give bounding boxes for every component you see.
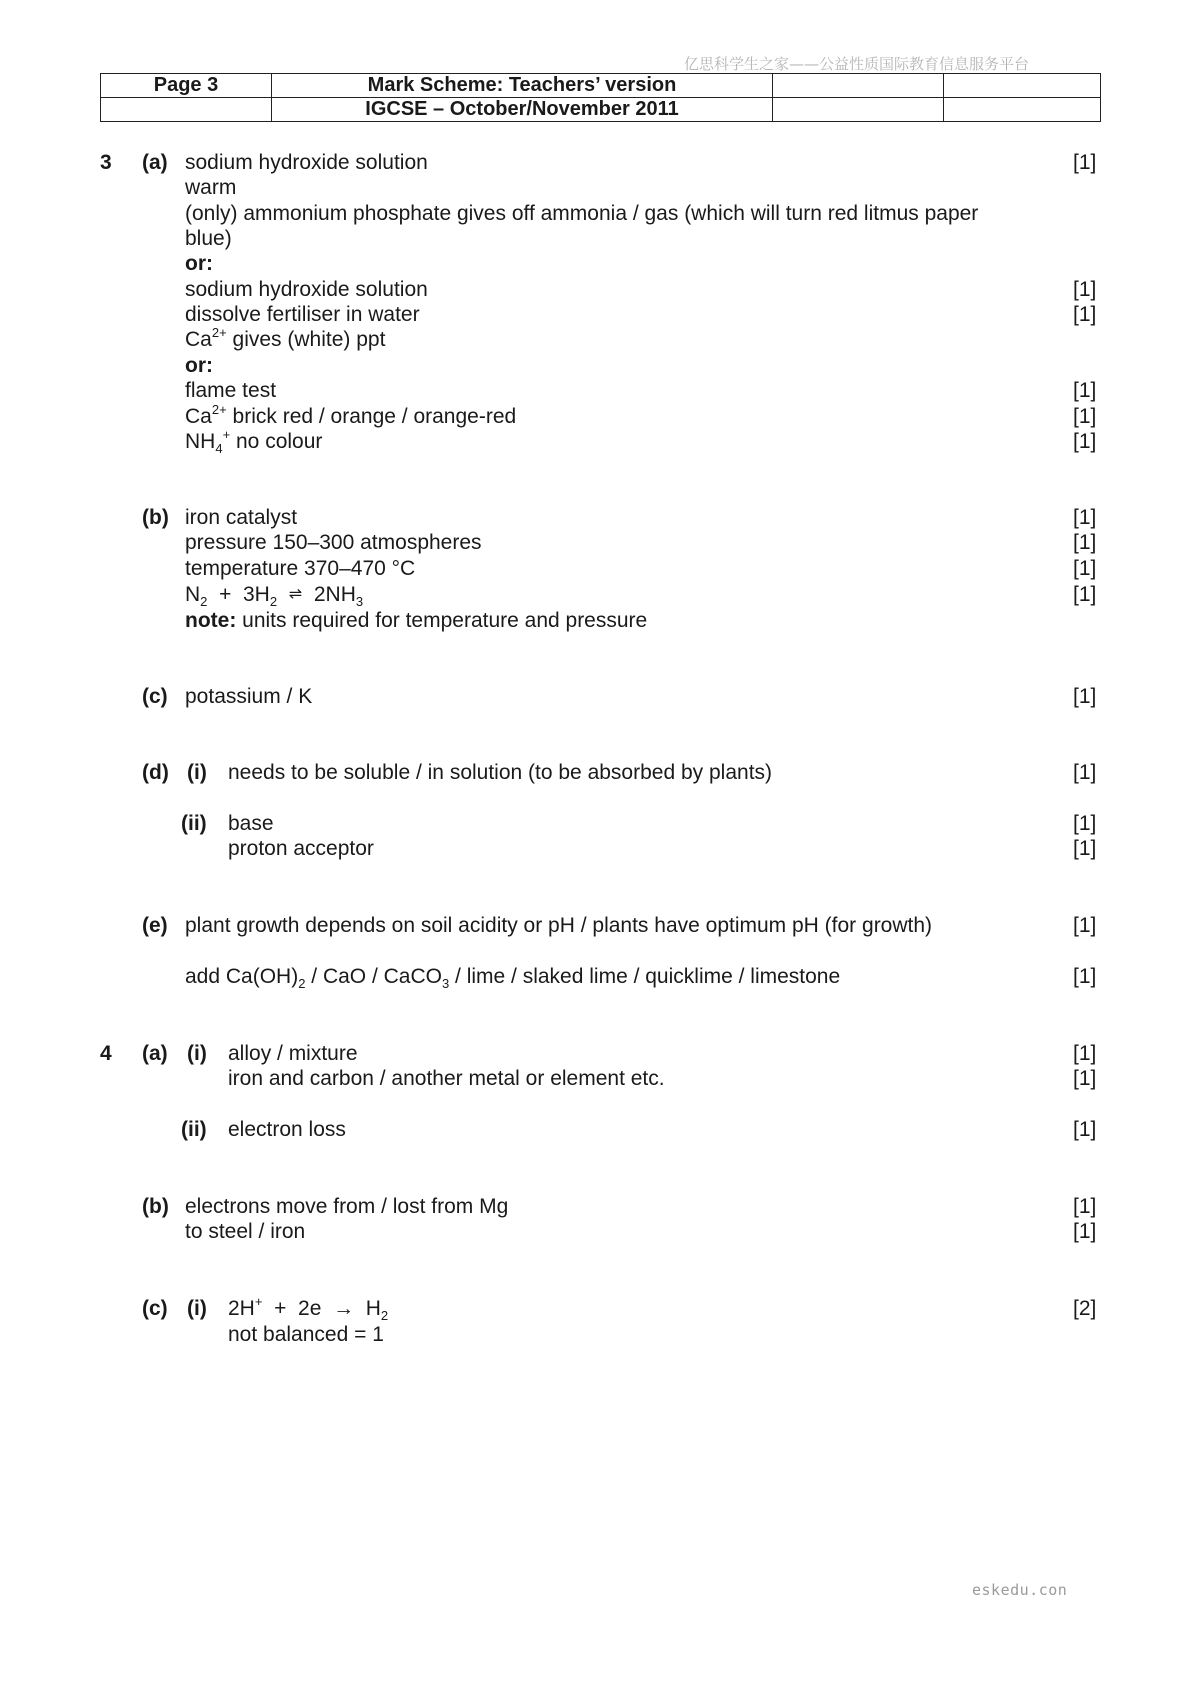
part-label: (b) — [142, 1195, 169, 1218]
mark: [1] — [1073, 1042, 1097, 1065]
mark: [1] — [1073, 914, 1097, 937]
part-label: (a) — [142, 1042, 168, 1065]
answer-line: $Ca^{2+}$ gives (white) ppt — [185, 325, 386, 351]
mark: [1] — [1073, 1067, 1097, 1090]
mark: [1] — [1073, 379, 1097, 402]
subpart-label: (i) — [187, 1297, 207, 1320]
exam-title: IGCSE – October/November 2011 — [272, 98, 773, 122]
answer-line: warm — [185, 176, 237, 199]
mark: [1] — [1073, 812, 1097, 835]
answer-line: to steel / iron — [185, 1220, 306, 1243]
question-number: 3 — [100, 151, 112, 174]
subpart-label: (ii) — [181, 1118, 207, 1141]
mark: [1] — [1073, 430, 1097, 453]
header-empty-cell — [944, 74, 1101, 98]
mark: [1] — [1073, 583, 1097, 606]
header-empty-cell — [773, 74, 944, 98]
header-empty-cell — [944, 98, 1101, 122]
mark: [1] — [1073, 405, 1097, 428]
header-empty-cell — [773, 98, 944, 122]
note-line: note: units required for temperature and pressure — [185, 609, 648, 632]
equation: $N_2 + 3H_2$ ⇌ $2NH_3$ — [185, 583, 364, 609]
mark: [1] — [1073, 685, 1097, 708]
answer-line: electrons move from / lost from Mg — [185, 1195, 509, 1218]
mark: [1] — [1073, 303, 1097, 326]
answer-line: add $Ca(OH)_2$ / CaO / CaCO$_3$ / lime / slaked lime / quicklime / limestone — [185, 965, 841, 991]
answer-line: potassium / K — [185, 685, 313, 708]
watermark-bottom: eskedu.con — [972, 1581, 1068, 1599]
answer-line: plant growth depends on soil acidity or pH / plants have optimum pH (for growth) — [185, 914, 933, 937]
subpart-label: (ii) — [181, 812, 207, 835]
answer-line: (only) ammonium phosphate gives off ammonia / gas (which will turn red litmus paper — [185, 202, 979, 225]
part-label: (e) — [142, 914, 168, 937]
answer-line: iron catalyst — [185, 506, 298, 529]
alternative-label: or: — [185, 354, 213, 377]
mark: [1] — [1073, 506, 1097, 529]
mark: [1] — [1073, 1220, 1097, 1243]
part-label: (c) — [142, 685, 168, 708]
mark: [2] — [1073, 1297, 1097, 1320]
answer-line: $Ca^{2+}$ brick red / orange / orange-red — [185, 402, 517, 428]
answer-line: electron loss — [228, 1118, 346, 1141]
part-label: (b) — [142, 506, 169, 529]
mark: [1] — [1073, 1195, 1097, 1218]
answer-line: proton acceptor — [228, 837, 374, 860]
answer-line: temperature 370–470 °C — [185, 557, 416, 580]
header-empty-cell — [101, 98, 272, 122]
answer-line: pressure 150–300 atmospheres — [185, 531, 482, 554]
mark: [1] — [1073, 531, 1097, 554]
mark: [1] — [1073, 151, 1097, 174]
watermark-top: 亿思科学生之家——公益性质国际教育信息服务平台 — [684, 55, 1030, 73]
document-title: Mark Scheme: Teachers’ version — [272, 74, 773, 98]
part-label: (d) — [142, 761, 169, 784]
mark: [1] — [1073, 278, 1097, 301]
answer-line: dissolve fertiliser in water — [185, 303, 420, 326]
answer-line: base — [228, 812, 274, 835]
equilibrium-arrow-icon: ⇌ — [288, 586, 303, 603]
mark: [1] — [1073, 837, 1097, 860]
answer-line: blue) — [185, 227, 232, 250]
question-number: 4 — [100, 1042, 112, 1065]
answer-line: needs to be soluble / in solution (to be absorbed by plants) — [228, 761, 773, 784]
alternative-label: or: — [185, 252, 213, 275]
equation: $2H^+ + 2e \to H_2$ — [228, 1294, 389, 1323]
answer-line: flame test — [185, 379, 277, 402]
page-number: Page 3 — [101, 74, 272, 98]
mark: [1] — [1073, 965, 1097, 988]
header-table — [100, 73, 1101, 122]
answer-line: iron and carbon / another metal or element etc. — [228, 1067, 665, 1090]
mark: [1] — [1073, 761, 1097, 784]
subpart-label: (i) — [187, 761, 207, 784]
answer-line: not balanced = 1 — [228, 1323, 384, 1346]
answer-line: $NH_4^+$ no colour — [185, 427, 323, 456]
mark: [1] — [1073, 1118, 1097, 1141]
part-label: (c) — [142, 1297, 168, 1320]
part-label: (a) — [142, 151, 168, 174]
answer-line: alloy / mixture — [228, 1042, 358, 1065]
answer-line: sodium hydroxide solution — [185, 278, 428, 301]
subpart-label: (i) — [187, 1042, 207, 1065]
answer-line: sodium hydroxide solution — [185, 151, 428, 174]
mark: [1] — [1073, 557, 1097, 580]
